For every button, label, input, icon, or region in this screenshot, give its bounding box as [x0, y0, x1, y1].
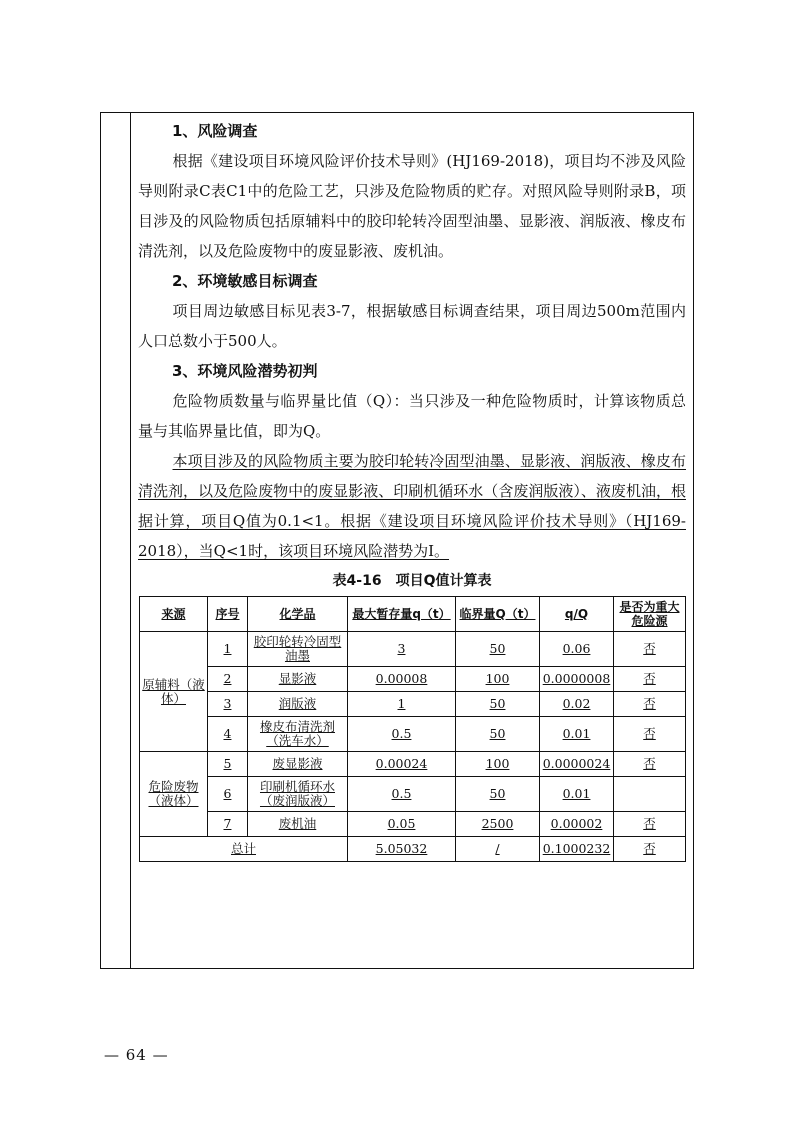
table-header-row — [140, 597, 686, 632]
section-3-conclusion: 本项目涉及的风险物质主要为胶印轮转冷固型油墨、显影液、润版液、橡皮布清洗剂，以及危险废物中的废显影液、印刷机循环水（含废润版液）、液废机油，根据计算，项目Q值为0.1<1。根据《建设项目环境风险评价技术导则》（HJ169-2018），当Q<1时，该项目环境风险潜势为I。 — [138, 452, 686, 560]
q-value-table — [139, 596, 686, 862]
header-max-storage: 最大暂存量q（t） — [348, 597, 456, 632]
header-ratio: q/Q — [540, 597, 614, 632]
table-row: 4 橡皮布清洗剂（洗车水） 0.5 50 0.01 否 — [140, 717, 686, 752]
main-content — [138, 112, 686, 862]
total-label: 总计 — [140, 837, 348, 862]
header-no: 序号 — [208, 597, 248, 632]
group-raw-materials: 原辅料（液体） — [140, 632, 208, 752]
group-hazardous-waste: 危险废物（液体） — [140, 752, 208, 837]
table-row: 7 废机油 0.05 2500 0.00002 否 — [140, 812, 686, 837]
table-row: 危险废物（液体） 5 废显影液 0.00024 100 0.0000024 否 — [140, 752, 686, 777]
section-3-paragraph: 危险物质数量与临界量比值（Q）：当只涉及一种危险物质时，计算该物质总量与其临界量比值，即为Q。 — [138, 392, 686, 440]
page-number: — 64 — — [104, 1046, 169, 1064]
table-row: 2 显影液 0.00008 100 0.0000008 否 — [140, 667, 686, 692]
table-caption: 表4-16 项目Q值计算表 — [332, 573, 492, 589]
table-row: 原辅料（液体） 1 胶印轮转冷固型油墨 3 50 0.06 否 — [140, 632, 686, 667]
section-2-paragraph: 项目周边敏感目标见表3-7，根据敏感目标调查结果，项目周边500m范围内人口总数小于500人。 — [138, 302, 686, 350]
section-3-heading: 3、环境风险潜势初判 — [172, 362, 318, 380]
header-chemical: 化学品 — [248, 597, 348, 632]
table-row: 6 印刷机循环水（废润版液） 0.5 50 0.01 — [140, 777, 686, 812]
section-1-heading: 1、风险调查 — [172, 122, 258, 140]
table-row: 3 润版液 1 50 0.02 否 — [140, 692, 686, 717]
frame-divider — [130, 113, 131, 968]
header-major-hazard: 是否为重大危险源 — [614, 597, 686, 632]
section-2-heading: 2、环境敏感目标调查 — [172, 272, 318, 290]
table-total-row: 总计 5.05032 / 0.1000232 否 — [140, 837, 686, 862]
header-source: 来源 — [140, 597, 208, 632]
section-1-paragraph: 根据《建设项目环境风险评价技术导则》(HJ169-2018)，项目均不涉及风险导则附录C表C1中的危险工艺，只涉及危险物质的贮存。对照风险导则附录B，项目涉及的风险物质包括原辅料中的胶印轮转冷固型油墨、显影液、润版液、橡皮布清洗剂，以及危险废物中的废显影液、废机油。 — [138, 152, 686, 260]
header-critical: 临界量Q（t） — [456, 597, 540, 632]
